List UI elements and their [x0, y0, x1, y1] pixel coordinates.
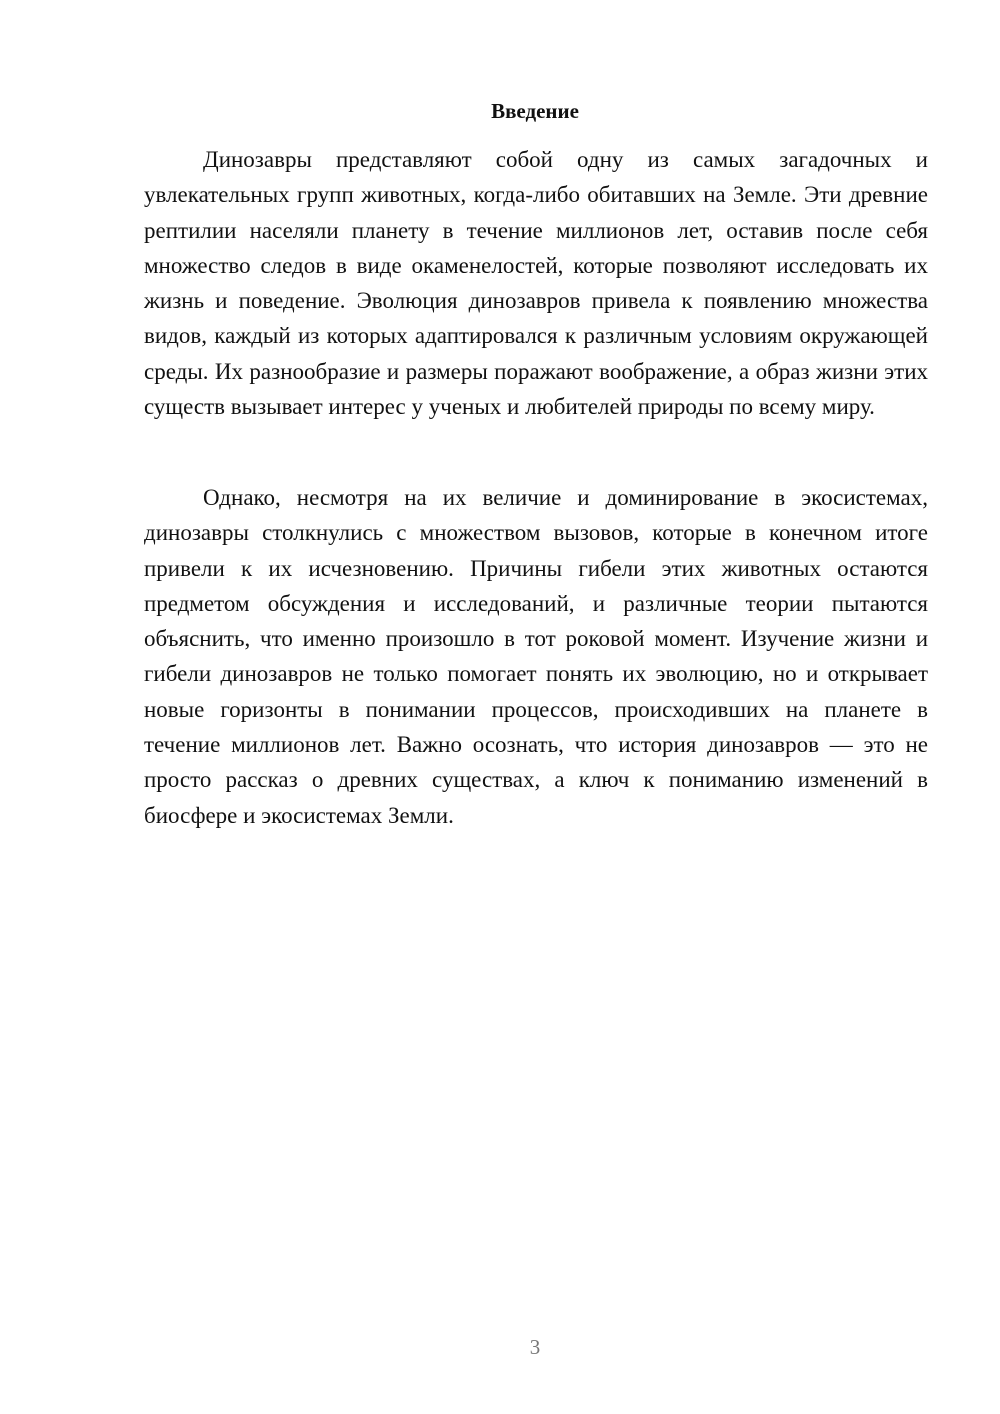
paragraph-2: Однако, несмотря на их величие и доминирование в экосистемах, динозавры столкнулись с множеством вызовов, которые в конечном итоге привели к их исчезновению. Причины гибели этих животных остаются предметом обсуждения и исследований, и различные теории пытаются объяснить, что именно произошло в тот роковой момент. Изучение жизни и гибели динозавров не только помогает понять их эволюцию, но и открывает новые горизонты в понимании процессов, происходивших на планете в течение миллионов лет. Важно осознать, что история динозавров — это не просто рассказ о древних существах, а ключ к пониманию изменений в биосфере и экосистемах Земли. — [144, 485, 928, 828]
page-number: 3 — [529, 1335, 541, 1359]
paragraph-1: Динозавры представляют собой одну из самых загадочных и увлекательных групп животных, когда-либо обитавших на Земле. Эти древние рептилии населяли планету в течение миллионов лет, оставив после себя множество следов в виде окаменелостей, которые позволяют исследовать их жизнь и поведение. Эволюция динозавров привела к появлению множества видов, каждый из которых адаптировался к различным условиям окружающей среды. Их разнообразие и размеры поражают воображение, а образ жизни этих существ вызывает интерес у ученых и любителей природы по всему миру. — [144, 147, 928, 420]
section-heading: Введение — [491, 99, 579, 123]
